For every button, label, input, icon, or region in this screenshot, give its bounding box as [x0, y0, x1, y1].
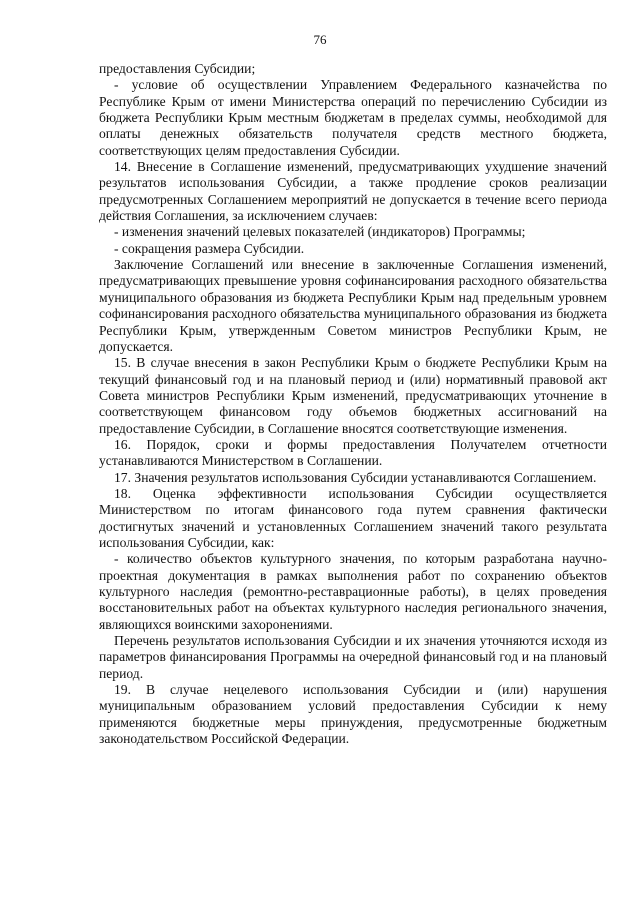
paragraph: 18. Оценка эффективности использования Субсидии осуществляется Министерством по итогам финансового года путем сравнения фактически достигнутых значений и установленных Соглашением значений такого результата использования Субсидии, как:: [99, 485, 607, 550]
paragraph: - изменения значений целевых показателей (индикаторов) Программы;: [114, 224, 526, 240]
paragraph: 15. В случае внесения в закон Республики Крым о бюджете Республики Крым на текущий финансовый год и на плановый период и (или) нормативный правовой акт Совета министров Республики Крым изменений, предусматривающих уточнение в соответствующем финансовом году объемов бюджетных ассигнований на предоставление Субсидии, в Соглашение вносятся соответствующие изменения.: [99, 355, 607, 436]
paragraph: предоставления Субсидии;: [99, 61, 256, 76]
page-number: 76: [313, 32, 327, 47]
paragraph: 14. Внесение в Соглашение изменений, предусматривающих ухудшение значений результатов использования Субсидии, а также продление сроков реализации предусмотренных Соглашением мероприятий не допускается в течение всего периода действия Соглашения, за исключением случаев:: [99, 159, 607, 224]
paragraph: - количество объектов культурного значения, по которым разработана научно-проектная документация в рамках выполнения работ по сохранению объектов культурного наследия (ремонтно-реставрационные работы), в целях проведения восстановительных работ на объектах культурного наследия регионального значения, являющихся воинскими захоронениями.: [99, 551, 607, 632]
paragraph: - сокращения размера Субсидии.: [114, 240, 305, 256]
paragraph: Перечень результатов использования Субсидии и их значения уточняются исходя из параметров финансирования Программы на очередной финансовый год и на плановый период.: [99, 633, 607, 681]
paragraph: 16. Порядок, сроки и формы предоставления Получателем отчетности устанавливаются Министерством в Соглашении.: [99, 436, 607, 469]
paragraph: - условие об осуществлении Управлением Федерального казначейства по Республике Крым от имени Министерства операций по перечислению Субсидии из бюджета Республики Крым местным бюджетам в пределах суммы, необходимой для оплаты денежных обязательств получателя средств местного бюджета, соответствующих целям предоставления Субсидии.: [99, 77, 607, 158]
paragraph: 17. Значения результатов использования Субсидии устанавливаются Соглашением.: [114, 469, 597, 485]
paragraph: Заключение Соглашений или внесение в заключенные Соглашения изменений, предусматривающих превышение уровня софинансирования расходного обязательства муниципального образования из бюджета Республики Крым над предельным уровнем софинансирования расходного обязательства муниципального образования из бюджета Республики Крым, утвержденным Советом министров Республики Крым, не допускается.: [99, 257, 607, 354]
document-body: [99, 61, 607, 747]
paragraph: 19. В случае нецелевого использования Субсидии и (или) нарушения муниципальным образованием условий предоставления Субсидии к нему применяются бюджетные меры принуждения, предусмотренные бюджетным законодательством Российской Федерации.: [99, 682, 607, 747]
